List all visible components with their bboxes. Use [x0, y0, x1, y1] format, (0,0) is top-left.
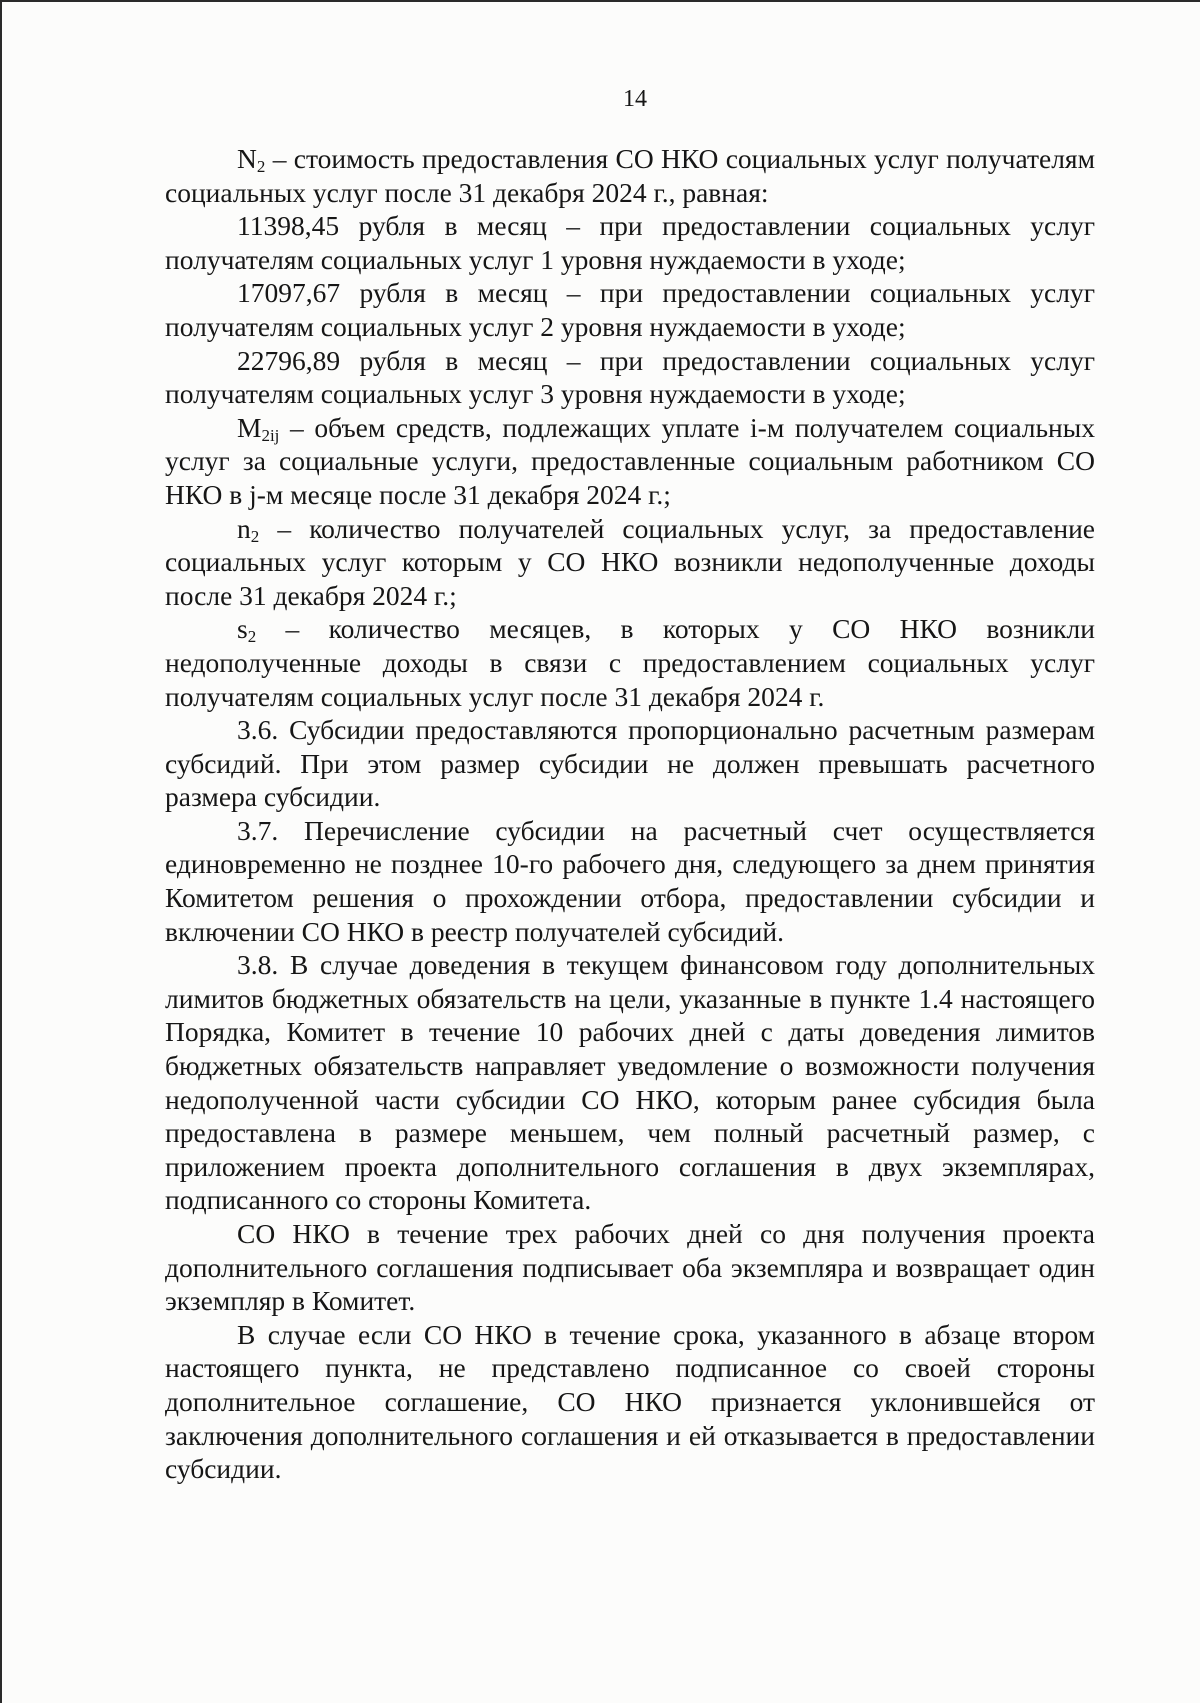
document-body: [165, 142, 1095, 1486]
definition-n2-recipients: [165, 512, 1095, 613]
variable-subscript: 2: [250, 526, 260, 546]
clause-3-7: 3.7. Перечисление субсидии на расчетный счет осуществляется единовременно не позднее 10-го рабочего дня, следующего за днем принятия Комитетом решения о прохождении отбора, предоставлении субсидии и включении СО НКО в реестр получателей субсидий.: [165, 814, 1095, 947]
variable-symbol: s: [237, 613, 248, 645]
rate-level-3: 22796,89 рубля в месяц – при предоставлении социальных услуг получателям социальных услуг 3 уровня нуждаемости в уходе;: [165, 344, 1095, 410]
page-number: 14: [623, 86, 647, 112]
definition-text: – объем средств, подлежащих уплате i-м получателем социальных услуг за социальные услуги, предоставленные социальным работником СО НКО в j-м месяце после 31 декабря 2024 г.;: [165, 411, 1095, 510]
scan-edge-top: [0, 0, 1200, 2]
definition-text: – количество месяцев, в которых у СО НКО возникли недополученные доходы в связи с предоставлением социальных услуг получателям социальных услуг после 31 декабря 2024 г.: [165, 613, 1095, 712]
variable-subscript: 2: [247, 627, 257, 647]
variable-symbol: M: [237, 411, 262, 443]
definition-text: – количество получателей социальных услуг, за предоставление социальных услуг которым у СО НКО возникли недополученные доходы после 31 декабря 2024 г.;: [165, 512, 1095, 611]
clause-3-8: 3.8. В случае доведения в текущем финансовом году дополнительных лимитов бюджетных обязательств на цели, указанные в пункте 1.4 настоящего Порядка, Комитет в течение 10 рабочих дней с даты доведения лимитов бюджетных обязательств направляет уведомление о возможности получения недополученной части субсидии СО НКО, которым ранее субсидия была предоставлена в размере меньшем, чем полный расчетный размер, с приложением проекта дополнительного соглашения в двух экземплярах, подписанного со стороны Комитета.: [165, 949, 1095, 1216]
scan-edge-left: [0, 0, 2, 1703]
clause-3-6: 3.6. Субсидии предоставляются пропорционально расчетным размерам субсидий. При этом размер субсидии не должен превышать расчетного размера субсидии.: [165, 714, 1095, 813]
variable-symbol: N: [237, 143, 257, 174]
clause-3-8-paragraph-2: СО НКО в течение трех рабочих дней со дня получения проекта дополнительного соглашения подписывает оба экземпляра и возвращает один экземпляр в Комитет.: [165, 1218, 1095, 1317]
definition-s2: [165, 612, 1095, 713]
rate-level-1: 11398,45 рубля в месяц – при предоставлении социальных услуг получателям социальных услуг 1 уровня нуждаемости в уходе;: [165, 210, 1095, 275]
definition-text: – стоимость предоставления СО НКО социальных услуг получателям социальных услуг после 31 декабря 2024 г., равная:: [165, 143, 1095, 208]
variable-subscript: 2ij: [261, 425, 280, 445]
variable-subscript: 2: [256, 157, 266, 176]
variable-symbol: n: [237, 512, 251, 544]
definition-m2ij: [165, 411, 1095, 512]
rate-level-2: 17097,67 рубля в месяц – при предоставлении социальных услуг получателям социальных услуг 2 уровня нуждаемости в уходе;: [165, 277, 1095, 342]
definition-n2: [165, 142, 1095, 209]
clause-3-8-paragraph-3: В случае если СО НКО в течение срока, указанного в абзаце втором настоящего пункта, не представлено подписанное со своей стороны дополнительное соглашение, СО НКО признается уклонившейся от заключения дополнительного соглашения и ей отказывается в предоставлении субсидии.: [165, 1318, 1095, 1485]
